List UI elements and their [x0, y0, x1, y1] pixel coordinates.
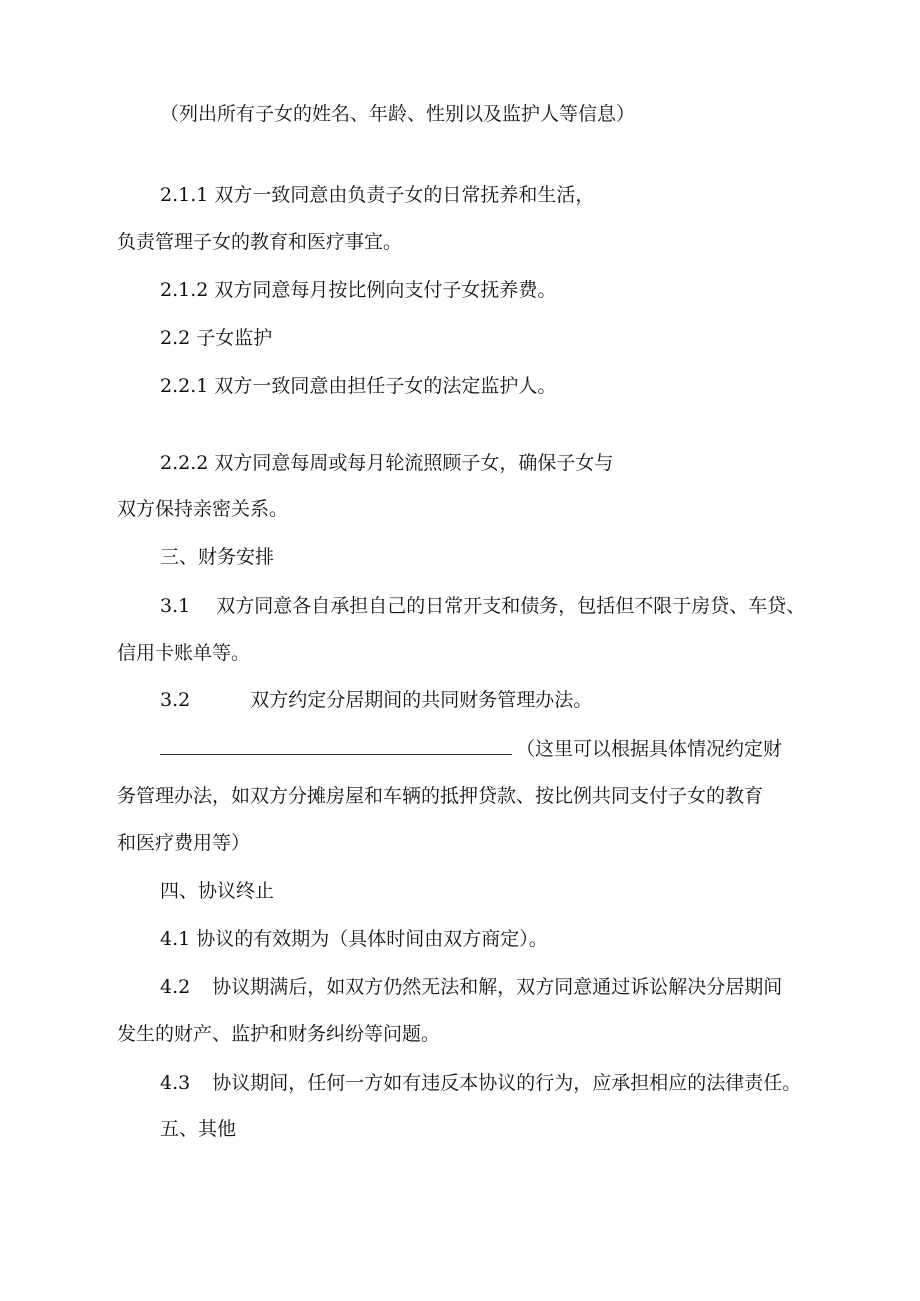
clause-3-2-number: 3.2 [160, 689, 191, 711]
heading-3-finance: 三、财务安排 [160, 546, 275, 568]
children-info-note: （列出所有子女的姓名、年龄、性别以及监护人等信息） [160, 103, 636, 125]
clause-3-2-text: 双方约定分居期间的共同财务管理办法。 [250, 689, 593, 711]
clause-3-1-number: 3.1 [160, 595, 191, 617]
heading-5-other: 五、其他 [160, 1118, 237, 1140]
clause-4-2-text: 协议期满后，如双方仍然无法和解，双方同意通过诉讼解决分居期间 [212, 976, 783, 998]
clause-3-2-note-line2: 务管理办法，如双方分摊房屋和车辆的抵押贷款、按比例共同支付子女的教育 [117, 785, 764, 807]
heading-2-2: 2.2 子女监护 [160, 327, 273, 349]
clause-3-1-line1 [160, 594, 805, 618]
heading-4-termination: 四、协议终止 [160, 880, 275, 902]
clause-3-2 [160, 688, 592, 712]
clause-4-1: 4.1 协议的有效期为（具体时间由双方商定）。 [160, 928, 548, 950]
clause-4-2-line2: 发生的财产、监护和财务纠纷等问题。 [117, 1023, 441, 1045]
clause-2-1-2: 2.1.2 双方同意每月按比例向支付子女抚养费。 [160, 279, 557, 301]
clause-4-3 [160, 1071, 801, 1095]
clause-4-2-line1 [160, 975, 782, 999]
clause-3-2-note-line3: 和医疗费用等） [117, 832, 251, 854]
clause-2-1-1-line2: 负责管理子女的教育和医疗事宜。 [117, 231, 403, 253]
clause-3-2-note-text: （这里可以根据具体情况约定财 [516, 738, 783, 760]
clause-2-2-2-line1: 2.2.2 双方同意每周或每月轮流照顾子女，确保子女与 [160, 452, 614, 474]
clause-2-2-2-line2: 双方保持亲密关系。 [117, 498, 289, 520]
clause-4-3-text: 协议期间，任何一方如有违反本协议的行为，应承担相应的法律责任。 [212, 1072, 802, 1094]
clause-3-1-text: 双方同意各自承担自己的日常开支和债务，包括但不限于房贷、车贷、 [216, 595, 806, 617]
clause-2-2-1: 2.2.1 双方一致同意由担任子女的法定监护人。 [160, 375, 557, 397]
fill-in-blank [160, 736, 512, 755]
clause-3-2-note-line1 [160, 736, 782, 761]
clause-2-1-1-line1: 2.1.1 双方一致同意由负责子女的日常抚养和生活， [160, 184, 595, 206]
clause-4-3-number: 4.3 [160, 1072, 191, 1094]
clause-3-1-line2: 信用卡账单等。 [117, 642, 251, 664]
clause-4-2-number: 4.2 [160, 976, 191, 998]
